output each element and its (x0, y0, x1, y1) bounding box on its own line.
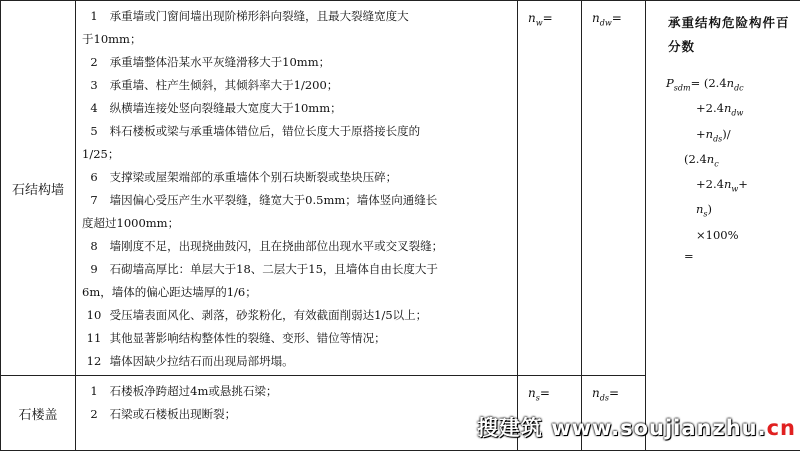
criteria-item (82, 97, 511, 120)
item-number: 11 (82, 327, 106, 350)
ndw-label: $n_{dw}=$ (582, 1, 645, 27)
criteria-item (82, 5, 511, 28)
category-cell-stone-floor (1, 376, 76, 451)
item-continuation: 6m，墙体的偏心距达墙厚的1/6； (82, 281, 511, 304)
criteria-item (82, 304, 511, 327)
item-number: 2 (82, 403, 106, 426)
criteria-list (76, 376, 517, 428)
criteria-item (82, 350, 511, 373)
nds-label: $n_{ds}=$ (582, 376, 645, 402)
criteria-item (82, 403, 511, 426)
watermark: 搜建筑 www.soujianzhu.cn (477, 412, 796, 442)
item-number: 8 (82, 235, 106, 258)
item-text: 承重墙整体沿某水平灰缝滑移大于10mm； (110, 55, 330, 69)
item-text: 墙刚度不足，出现挠曲鼓闪，且在挠曲部位出现水平或交叉裂缝； (110, 239, 444, 253)
criteria-item (82, 189, 511, 212)
result-cell (646, 1, 800, 451)
item-text: 墙因偏心受压产生水平裂缝，缝宽大于0.5mm；墙体竖向通缝长 (110, 193, 438, 207)
item-number: 2 (82, 51, 106, 74)
criteria-list (76, 1, 517, 375)
nw-label: $n_w=$ (518, 1, 581, 27)
item-number: 6 (82, 166, 106, 189)
criteria-item (82, 327, 511, 350)
item-number: 5 (82, 120, 106, 143)
criteria-item (82, 51, 511, 74)
item-text: 承重墙或门窗间墙出现阶梯形斜向裂缝，且最大裂缝宽度大 (110, 9, 409, 23)
item-text: 纵横墙连接处竖向裂缝最大宽度大于10mm； (110, 101, 342, 115)
item-number: 4 (82, 97, 106, 120)
criteria-item (82, 380, 511, 403)
category-label: 石结构墙 (12, 183, 64, 198)
item-text: 石楼板净跨超过4m或悬挑石梁； (110, 384, 278, 398)
criteria-cell (76, 1, 518, 376)
ns-label: $n_s=$ (518, 376, 581, 402)
criteria-item (82, 74, 511, 97)
item-number: 12 (82, 350, 106, 373)
criteria-item (82, 166, 511, 189)
item-text: 石梁或石楼板出现断裂； (110, 407, 237, 421)
criteria-cell (76, 376, 518, 451)
item-text: 料石楼板或梁与承重墙体错位后，错位长度大于原搭接长度的 (110, 124, 421, 138)
item-continuation: 度超过1000mm； (82, 212, 511, 235)
item-number: 1 (82, 5, 106, 28)
result-header: 承重结构危险构件百分数 (646, 1, 800, 59)
item-text: 受压墙表面风化、剥落，砂浆粉化，有效截面削弱达1/5以上； (110, 308, 428, 322)
category-cell-stone-wall (1, 1, 76, 376)
criteria-item (82, 258, 511, 281)
item-number: 7 (82, 189, 106, 212)
item-text: 其他显著影响结构整体性的裂缝、变形、错位等情况； (110, 331, 386, 345)
item-number: 1 (82, 380, 106, 403)
danger-percentage-formula: $P_{sdm}= (2.4n_{dc}$ $+2.4n_{dw}$ $+n_{ds})/$ ($2.4n_c$ $+2.4n_w+$ $n_s$) ×100% = (646, 59, 800, 267)
category-label: 石楼盖 (18, 408, 57, 423)
ndw-cell (582, 1, 646, 376)
criteria-item (82, 120, 511, 143)
item-number: 3 (82, 74, 106, 97)
item-text: 石砌墙高厚比：单层大于18、二层大于15，且墙体自由长度大于 (110, 262, 438, 276)
item-continuation: 于10mm； (82, 28, 511, 51)
item-text: 墙体因缺少拉结石而出现局部坍塌。 (110, 354, 294, 368)
criteria-item (82, 235, 511, 258)
item-text: 支撑梁或屋架端部的承重墙体个别石块断裂或垫块压碎； (110, 170, 398, 184)
nw-cell (518, 1, 582, 376)
item-number: 10 (82, 304, 106, 327)
item-continuation: 1/25； (82, 143, 511, 166)
item-text: 承重墙、柱产生倾斜，其倾斜率大于1/200； (110, 78, 339, 92)
item-number: 9 (82, 258, 106, 281)
